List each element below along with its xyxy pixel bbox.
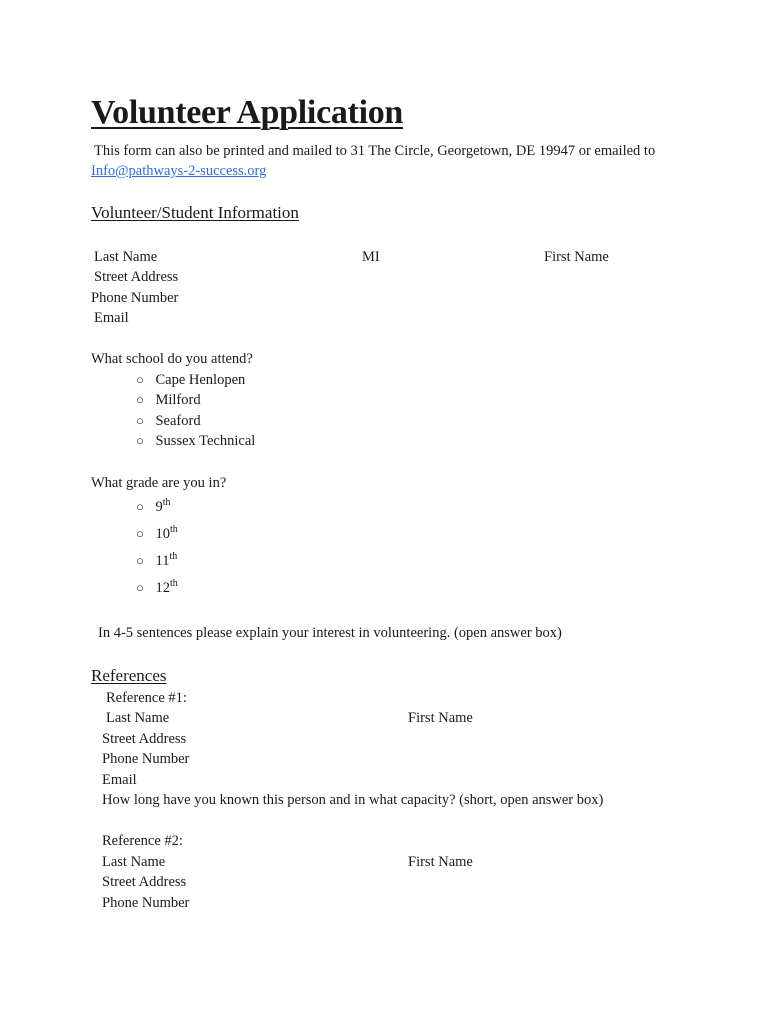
radio-bullet-icon: ○: [136, 372, 144, 387]
grade-option[interactable]: [136, 552, 177, 570]
grade-option[interactable]: [136, 579, 178, 597]
page-title: Volunteer Application: [91, 94, 404, 131]
ref1-last-name-label: Last Name: [106, 710, 170, 726]
school-option-label: Sussex Technical: [155, 433, 256, 449]
references-heading: References: [91, 666, 167, 685]
last-name-label: Last Name: [94, 249, 158, 265]
grade-option[interactable]: [136, 525, 178, 543]
phone-number-label: Phone Number: [91, 290, 179, 306]
contact-email-link[interactable]: Info@pathways-2-success.org: [91, 163, 267, 179]
radio-bullet-icon: ○: [136, 580, 144, 595]
school-option-label: Milford: [155, 392, 201, 408]
grade-option[interactable]: [136, 498, 171, 516]
email-label: Email: [94, 310, 129, 326]
intro-text: This form can also be printed and mailed to 31 The Circle, Georgetown, DE 19947 or emailed to: [94, 143, 656, 159]
ref2-phone-label: Phone Number: [102, 895, 190, 911]
street-address-label: Street Address: [94, 269, 179, 285]
ref1-email-label: Email: [102, 772, 137, 788]
school-option[interactable]: [136, 391, 201, 409]
reference-1-label: Reference #1:: [106, 690, 187, 706]
school-option-label: Cape Henlopen: [155, 372, 246, 388]
reference-2-label: Reference #2:: [102, 833, 183, 849]
first-name-label: First Name: [544, 249, 609, 265]
student-info-heading: Volunteer/Student Information: [91, 203, 299, 222]
ref1-first-name-label: First Name: [408, 710, 473, 726]
ref1-known-prompt: How long have you known this person and in what capacity? (short, open answer box): [102, 792, 604, 808]
school-option[interactable]: [136, 412, 201, 430]
radio-bullet-icon: ○: [136, 413, 144, 428]
school-option-label: Seaford: [155, 413, 201, 429]
grade-option-label: 12th: [155, 578, 178, 596]
mi-label: MI: [362, 249, 380, 265]
grade-question: What grade are you in?: [91, 475, 227, 491]
school-option[interactable]: [136, 371, 245, 389]
school-question: What school do you attend?: [91, 351, 253, 367]
radio-bullet-icon: ○: [136, 553, 144, 568]
ref2-first-name-label: First Name: [408, 854, 473, 870]
grade-option-label: 10th: [155, 524, 178, 542]
grade-option-label: 11th: [155, 551, 178, 569]
grade-option-label: 9th: [155, 497, 171, 515]
ref2-last-name-label: Last Name: [102, 854, 166, 870]
radio-bullet-icon: ○: [136, 526, 144, 541]
radio-bullet-icon: ○: [136, 433, 144, 448]
radio-bullet-icon: ○: [136, 392, 144, 407]
ref1-street-label: Street Address: [102, 731, 187, 747]
ref1-phone-label: Phone Number: [102, 751, 190, 767]
ref2-street-label: Street Address: [102, 874, 187, 890]
radio-bullet-icon: ○: [136, 499, 144, 514]
school-option[interactable]: [136, 432, 255, 450]
interest-prompt: In 4-5 sentences please explain your interest in volunteering. (open answer box): [98, 625, 562, 641]
